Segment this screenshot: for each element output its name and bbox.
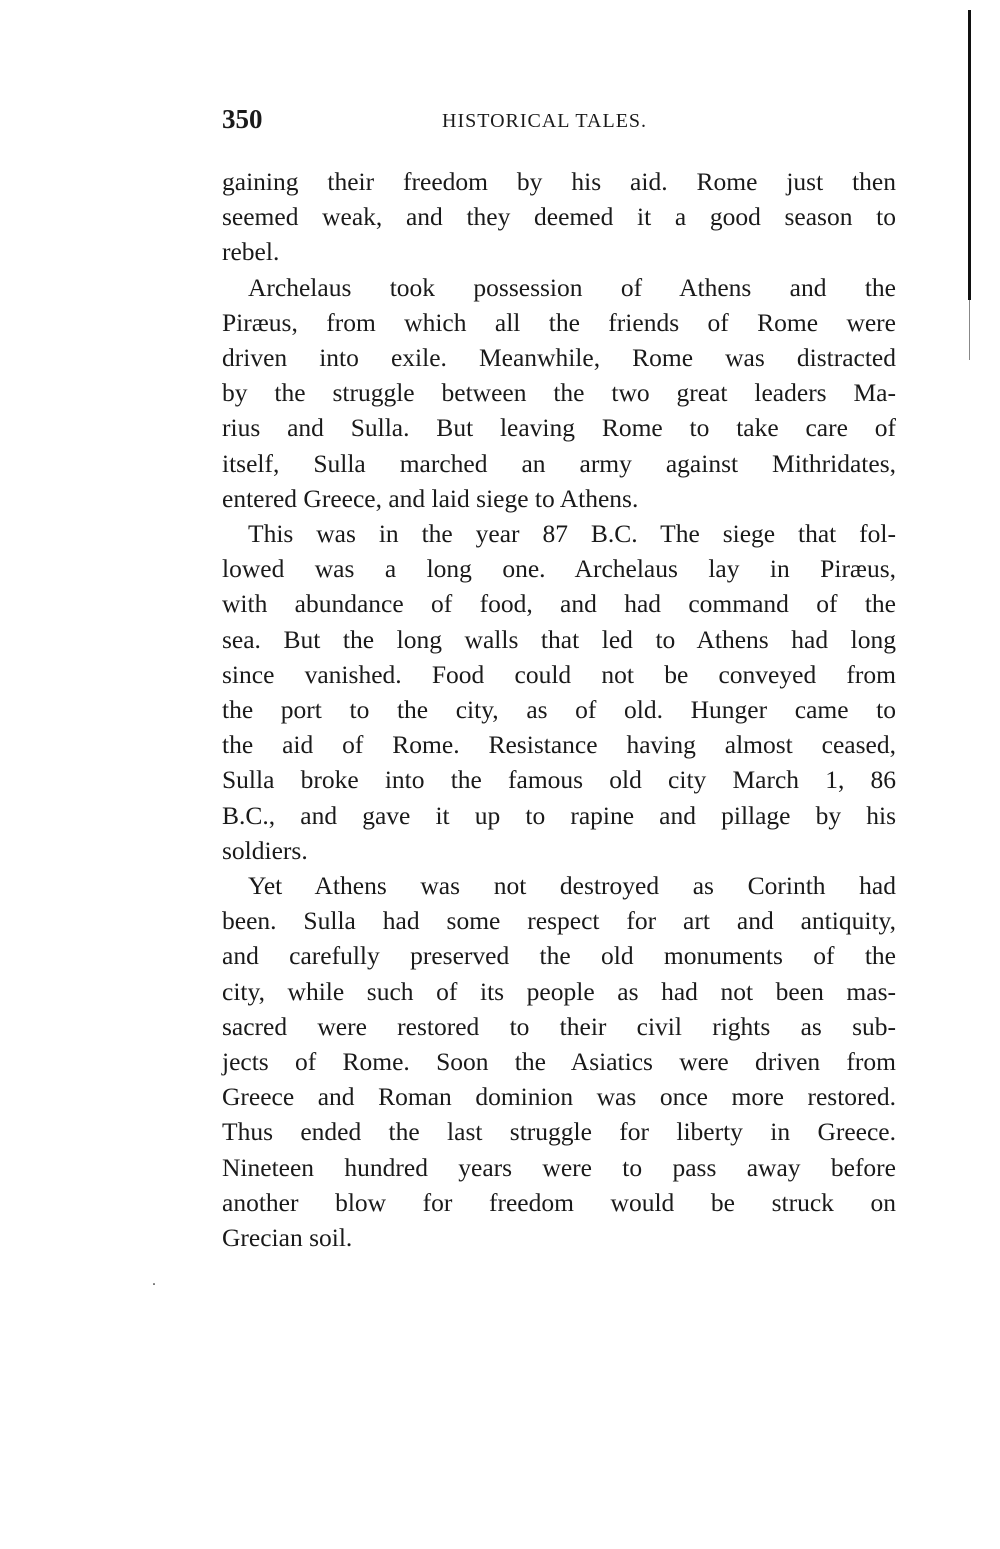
text-line: with abundance of food, and had command of the: [222, 589, 896, 619]
text-line: and carefully preserved the old monuments of the: [222, 941, 896, 971]
text-line: Grecian soil.: [222, 1223, 353, 1253]
text-line: Archelaus took possession of Athens and the: [248, 272, 896, 302]
text-line: rius and Sulla. But leaving Rome to take care of: [222, 413, 896, 443]
text-line: This was in the year 87 B.C. The siege that fol-: [248, 519, 896, 549]
text-line: itself, Sulla marched an army against Mithridates,: [222, 448, 896, 478]
paragraph-4: [222, 868, 896, 1255]
text-line: Thus ended the last struggle for liberty in Greece.: [222, 1117, 896, 1147]
text-line: another blow for freedom would be struck on: [222, 1187, 896, 1217]
text-line: Yet Athens was not destroyed as Corinth had: [248, 871, 896, 901]
text-line: Nineteen hundred years were to pass away before: [222, 1152, 896, 1182]
text-line: rebel.: [222, 237, 280, 267]
text-line: gaining their freedom by his aid. Rome just then: [222, 167, 896, 196]
text-line: sea. But the long walls that led to Athens had long: [222, 624, 896, 654]
text-line: Sulla broke into the famous old city March 1, 86: [222, 765, 896, 795]
text-line: jects of Rome. Soon the Asiatics were driven from: [222, 1047, 896, 1077]
body-text: [222, 164, 896, 1255]
text-line: city, while such of its people as had not been mas-: [222, 976, 896, 1006]
page-edge-shadow: [968, 10, 971, 300]
text-line: Piræus, from which all the friends of Rome were: [222, 307, 896, 337]
paragraph-1: [222, 164, 896, 270]
text-line: sacred were restored to their civil rights as sub-: [222, 1011, 896, 1041]
running-head: HISTORICAL TALES.: [442, 110, 648, 132]
text-line: seemed weak, and they deemed it a good season to: [222, 202, 896, 232]
page-header: [222, 104, 898, 140]
text-line: soldiers.: [222, 835, 308, 865]
ink-speck: .: [152, 1272, 156, 1289]
page-number: 350: [222, 104, 263, 134]
text-line: Greece and Roman dominion was once more restored.: [222, 1082, 896, 1112]
text-line: the port to the city, as of old. Hunger came to: [222, 695, 896, 725]
text-line: by the struggle between the two great leaders Ma-: [222, 378, 896, 408]
text-line: lowed was a long one. Archelaus lay in Piræus,: [222, 554, 896, 584]
paragraph-2: [222, 270, 896, 516]
text-line: entered Greece, and laid siege to Athens.: [222, 483, 639, 513]
text-line: B.C., and gave it up to rapine and pillage by his: [222, 800, 896, 830]
paragraph-3: [222, 516, 896, 868]
text-line: been. Sulla had some respect for art and antiquity,: [222, 906, 896, 936]
text-line: the aid of Rome. Resistance having almost ceased,: [222, 730, 896, 760]
text-line: driven into exile. Meanwhile, Rome was distracted: [222, 343, 896, 373]
text-line: since vanished. Food could not be conveyed from: [222, 659, 896, 689]
page-edge-shadow-faint: [969, 300, 970, 360]
